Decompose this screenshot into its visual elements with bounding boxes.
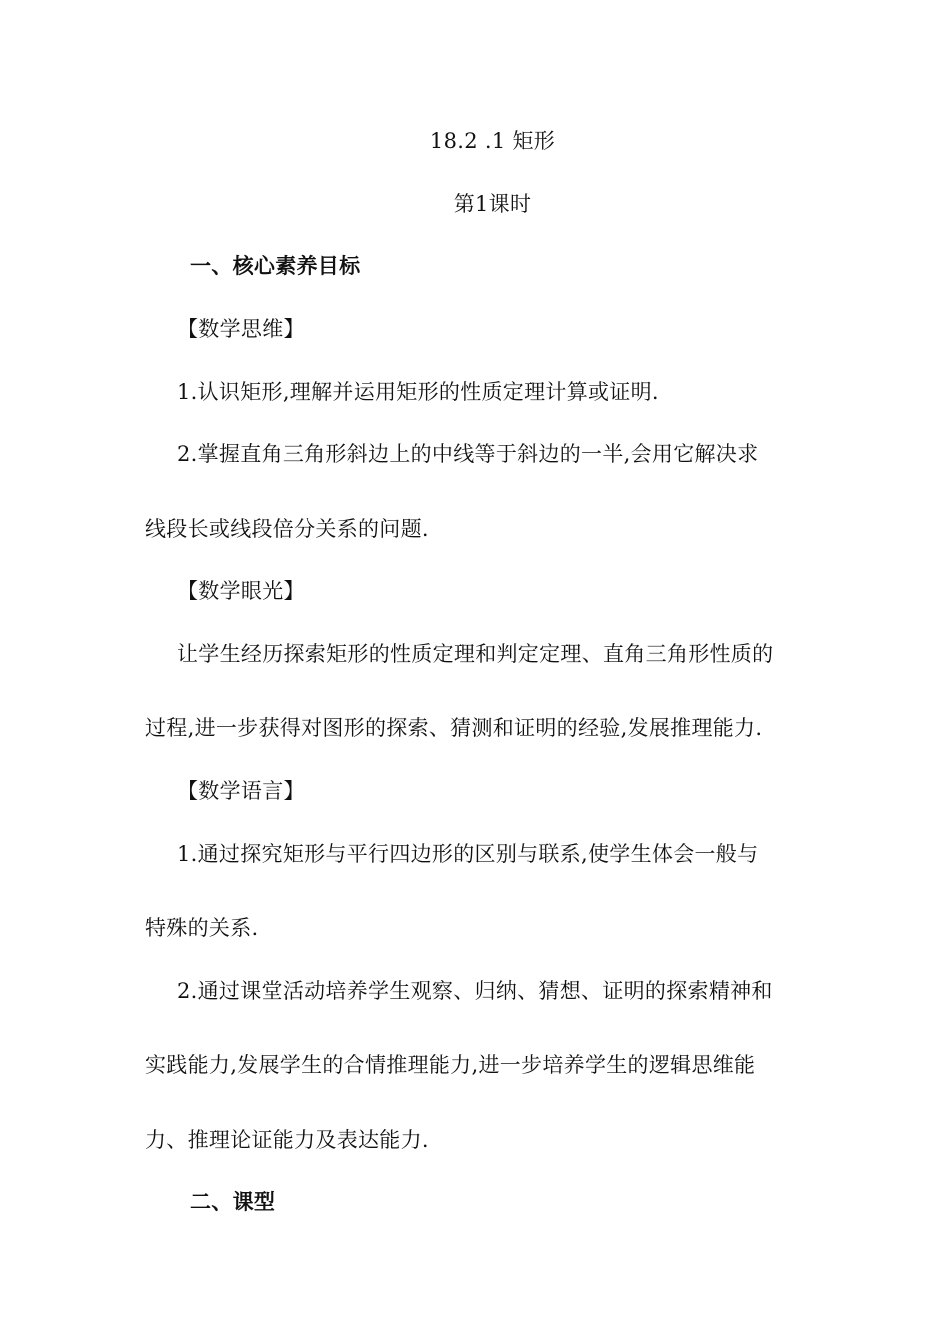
language-item-1-line-2: 特殊的关系. <box>145 916 259 940</box>
thinking-item-1: 1.认识矩形,理解并运用矩形的性质定理计算或证明. <box>177 380 659 404</box>
thinking-item-2-line-2: 线段长或线段倍分关系的问题. <box>145 517 429 541</box>
thinking-item-2-line-1: 2.掌握直角三角形斜边上的中线等于斜边的一半,会用它解决求 <box>177 442 759 466</box>
section-heading-lesson-type: 二、课型 <box>190 1190 276 1214</box>
subheading-math-vision: 【数学眼光】 <box>177 579 305 603</box>
language-item-2-line-1: 2.通过课堂活动培养学生观察、归纳、猜想、证明的探索精神和 <box>177 979 773 1003</box>
lesson-period: 第1课时 <box>453 192 532 216</box>
language-item-2-line-3: 力、推理论证能力及表达能力. <box>145 1128 429 1152</box>
vision-paragraph-line-2: 过程,进一步获得对图形的探索、猜测和证明的经验,发展推理能力. <box>145 716 763 740</box>
language-item-2-line-2: 实践能力,发展学生的合情推理能力,进一步培养学生的逻辑思维能 <box>145 1053 756 1077</box>
section-heading-core-goals: 一、核心素养目标 <box>190 254 361 278</box>
document-title: 18.2 .1 矩形 <box>429 129 556 153</box>
subheading-math-thinking: 【数学思维】 <box>177 317 305 341</box>
language-item-1-line-1: 1.通过探究矩形与平行四边形的区别与联系,使学生体会一般与 <box>177 842 759 866</box>
vision-paragraph-line-1: 让学生经历探索矩形的性质定理和判定定理、直角三角形性质的 <box>177 642 774 666</box>
subheading-math-language: 【数学语言】 <box>177 779 305 803</box>
